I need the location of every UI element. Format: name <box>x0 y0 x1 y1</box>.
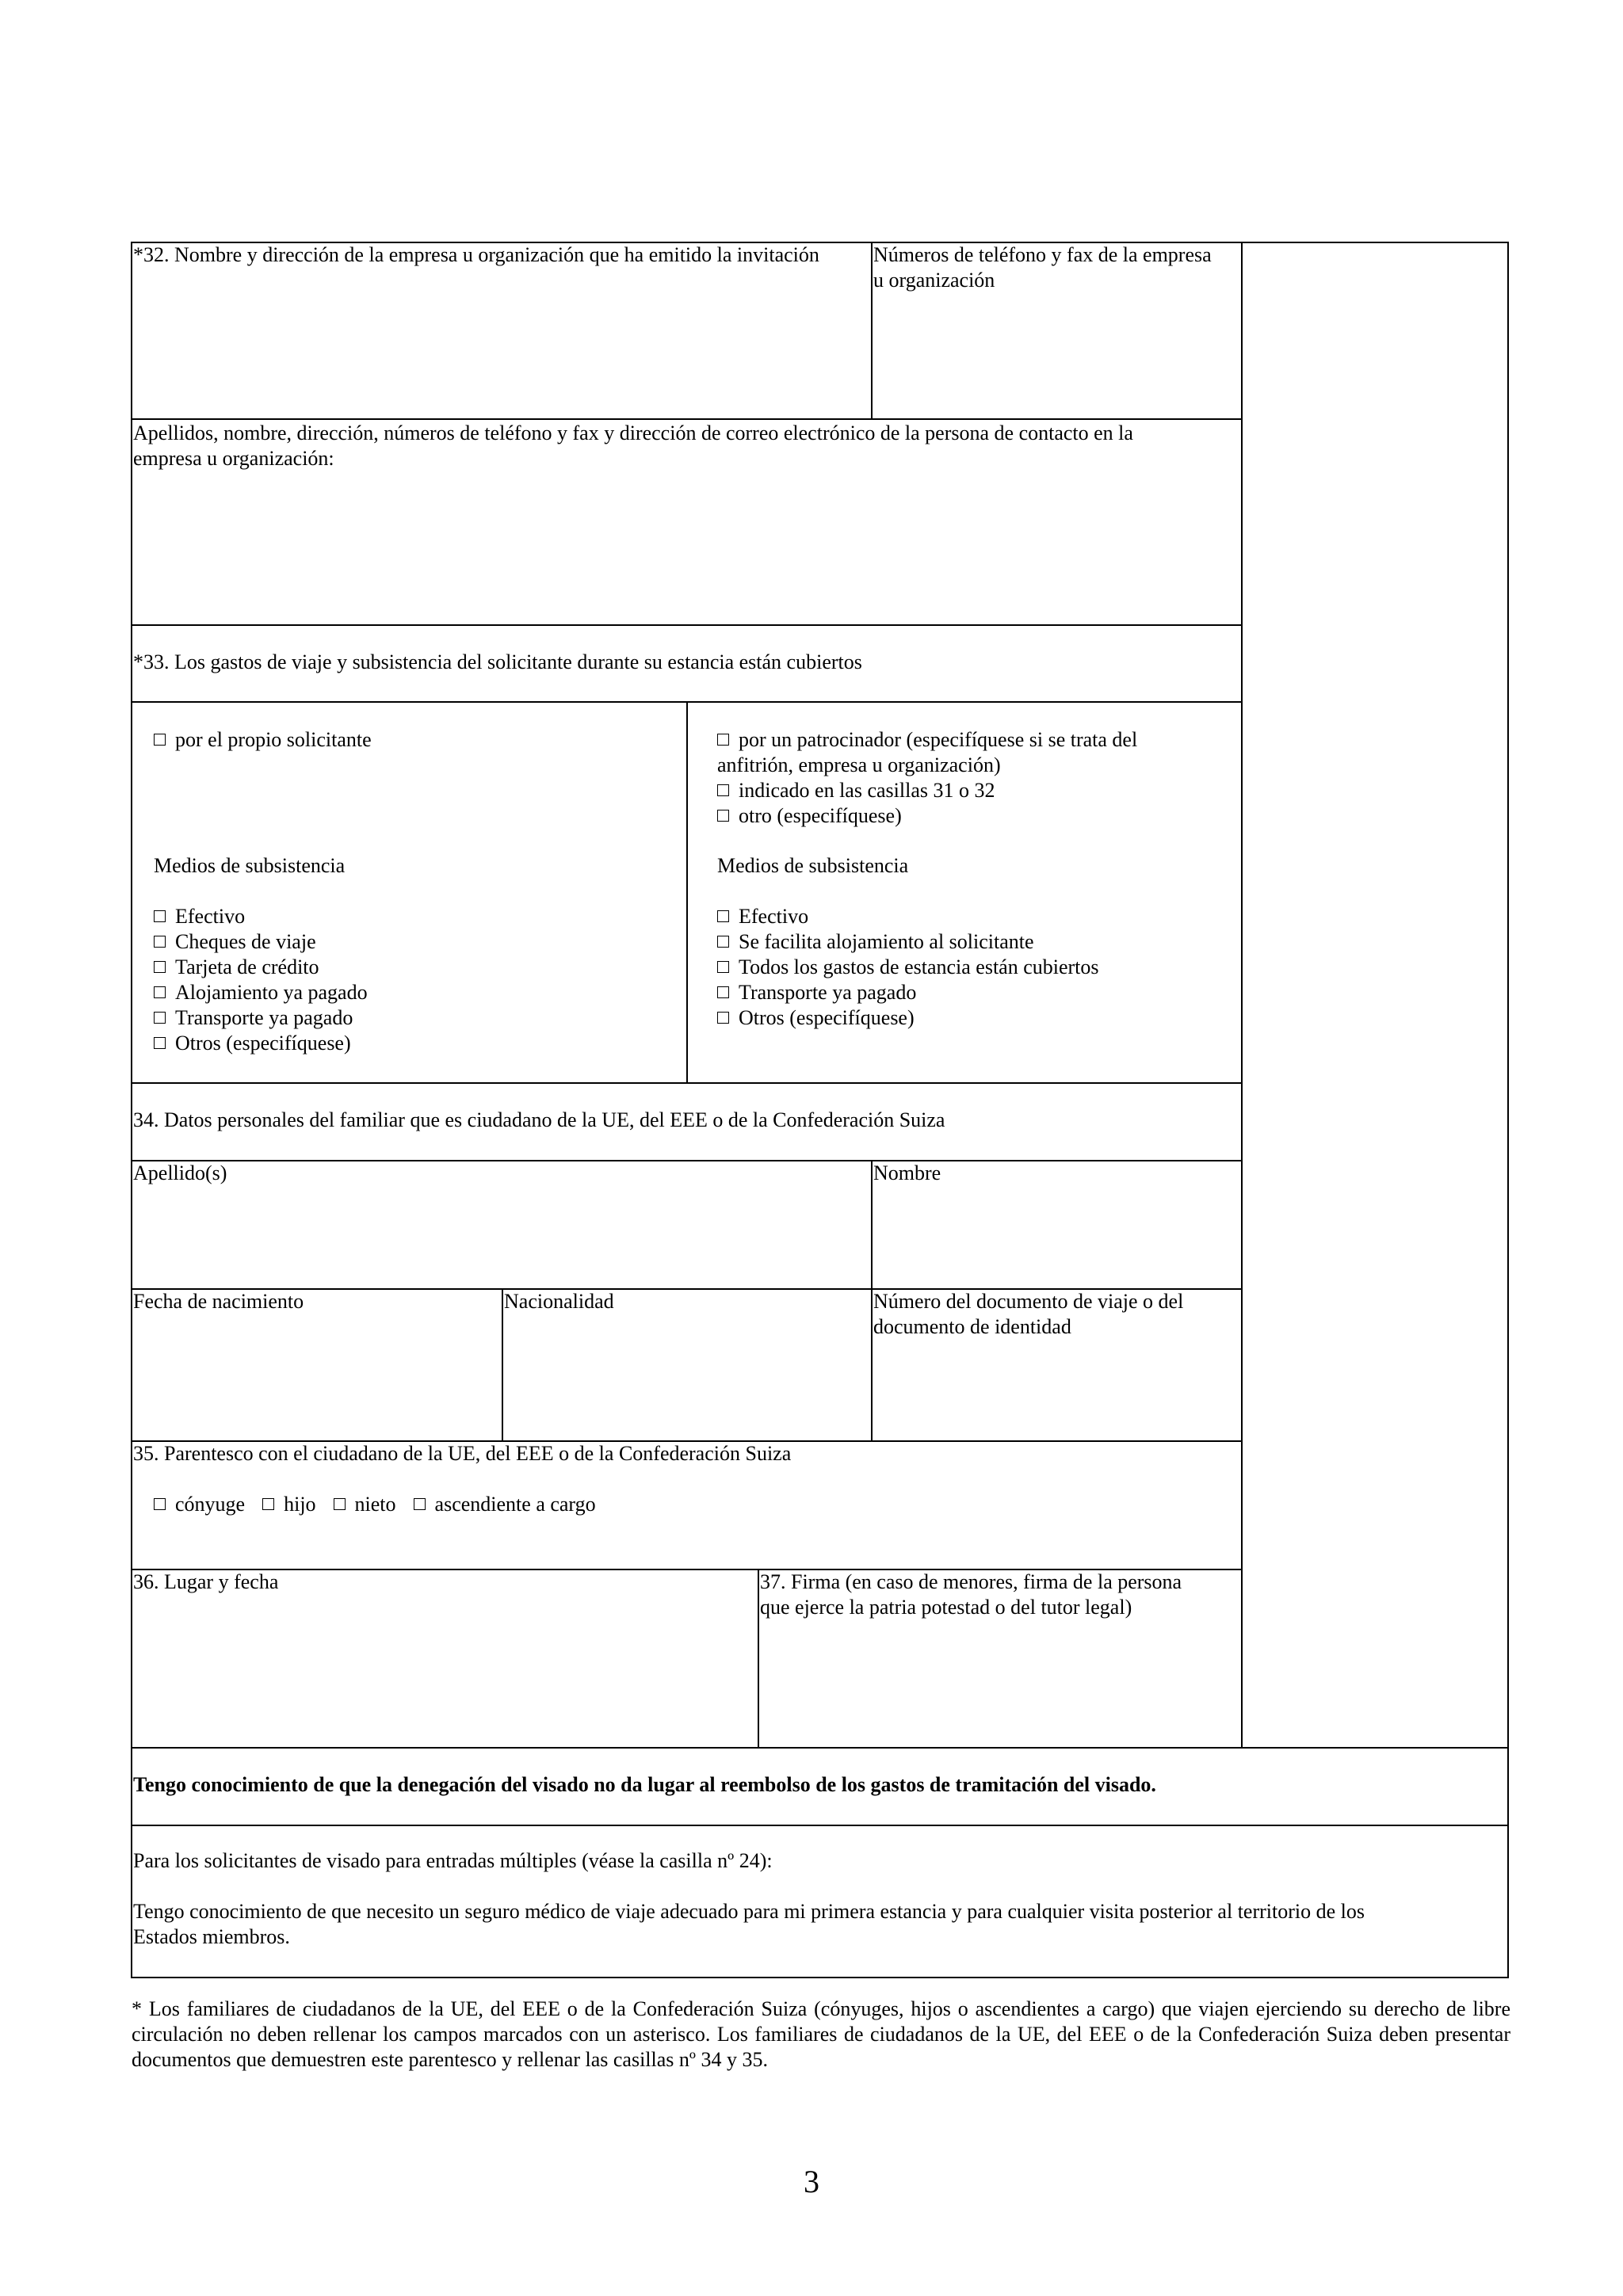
payer-indicated-option[interactable]: indicado en las casillas 31 o 32 <box>717 778 995 803</box>
checkbox[interactable] <box>717 936 729 948</box>
checkbox[interactable] <box>717 961 729 973</box>
checkbox[interactable] <box>334 1498 346 1510</box>
checkbox[interactable] <box>717 810 729 822</box>
box33-label: *33. Los gastos de viaje y subsistencia del solicitante durante su estancia están cubiertos <box>133 650 862 673</box>
checkbox[interactable] <box>414 1498 426 1510</box>
checkbox[interactable] <box>154 734 166 746</box>
page-number: 3 <box>804 2164 819 2199</box>
refund-notice: Tengo conocimiento de que la denegación del visado no da lugar al reembolso de los gastos de tramitación del visado. <box>133 1773 1156 1796</box>
box36-label: 36. Lugar y fecha <box>133 1570 279 1593</box>
payer-other-option[interactable]: otro (especifíquese) <box>717 803 902 829</box>
checkbox[interactable] <box>154 1037 166 1049</box>
footnote: * Los familiares de ciudadanos de la UE, del EEE o de la Confederación Suiza (cónyuges, hijos o ascendientes a cargo) que viajen ejerciendo su derecho de libre circulación no deben rellenar los campos marcados con un asterisco. Los familiares de ciudadanos de la UE, del EEE o de la Confederación Suiza deben presentar documentos que demuestren este parentesco y rellenar las casillas nº 34 y 35. <box>132 1997 1510 2071</box>
name-label: Nombre <box>873 1161 941 1184</box>
means-title-left: Medios de subsistencia <box>154 854 346 877</box>
means-right-other[interactable]: Otros (especifíquese) <box>717 1005 915 1031</box>
multi-entry-intro: Para los solicitantes de visado para entradas múltiples (véase la casilla nº 24): <box>133 1849 773 1872</box>
surname-label: Apellido(s) <box>133 1161 227 1184</box>
relationship-child[interactable]: hijo <box>262 1492 315 1517</box>
means-left-other[interactable]: Otros (especifíquese) <box>154 1031 351 1056</box>
nationality-label: Nacionalidad <box>504 1290 614 1313</box>
doc-number-label-line2: documento de identidad <box>873 1315 1071 1338</box>
checkbox[interactable] <box>717 1012 729 1024</box>
means-left-prepaid-accommodation[interactable]: Alojamiento ya pagado <box>154 980 368 1005</box>
means-title-right: Medios de subsistencia <box>717 854 909 877</box>
checkbox[interactable] <box>154 1012 166 1024</box>
payer-sponsor-option[interactable]: por un patrocinador (especifíquese si se trata del <box>717 727 1137 753</box>
relationship-spouse[interactable]: cónyuge <box>154 1492 245 1517</box>
means-left-credit-card[interactable]: Tarjeta de crédito <box>154 955 319 980</box>
means-left-travellers-cheques[interactable]: Cheques de viaje <box>154 929 316 955</box>
box34-label: 34. Datos personales del familiar que es ciudadano de la UE, del EEE o de la Confederación Suiza <box>133 1108 945 1131</box>
checkbox[interactable] <box>154 986 166 998</box>
payer-self-option[interactable]: por el propio solicitante <box>154 727 372 753</box>
means-right-cash[interactable]: Efectivo <box>717 904 808 929</box>
checkbox[interactable] <box>154 961 166 973</box>
means-left-cash[interactable]: Efectivo <box>154 904 245 929</box>
box32-phone-label-line1: Números de teléfono y fax de la empresa <box>873 243 1212 266</box>
relationship-options <box>154 1492 613 1517</box>
checkbox[interactable] <box>717 734 729 746</box>
multi-entry-text-line1: Tengo conocimiento de que necesito un seguro médico de viaje adecuado para mi primera estancia y para cualquier visita posterior al territorio de los <box>133 1900 1365 1923</box>
box35-label: 35. Parentesco con el ciudadano de la UE, del EEE o de la Confederación Suiza <box>133 1442 792 1465</box>
means-right-all-costs[interactable]: Todos los gastos de estancia están cubiertos <box>717 955 1099 980</box>
box37-label-line2: que ejerce la patria potestad o del tutor legal) <box>760 1596 1132 1619</box>
checkbox[interactable] <box>154 936 166 948</box>
relationship-dependent-ascendant[interactable]: ascendiente a cargo <box>414 1492 596 1517</box>
box37-label-line1: 37. Firma (en caso de menores, firma de la persona <box>760 1570 1182 1593</box>
means-right-prepaid-transport[interactable]: Transporte ya pagado <box>717 980 916 1005</box>
relationship-grandchild[interactable]: nieto <box>334 1492 396 1517</box>
checkbox[interactable] <box>154 910 166 922</box>
doc-number-label-line1: Número del documento de viaje o del <box>873 1290 1184 1313</box>
means-right-accommodation[interactable]: Se facilita alojamiento al solicitante <box>717 929 1034 955</box>
checkbox[interactable] <box>717 784 729 796</box>
multi-entry-text-line2: Estados miembros. <box>133 1925 290 1948</box>
birth-date-label: Fecha de nacimiento <box>133 1290 304 1313</box>
box32-contact-label-line2: empresa u organización: <box>133 447 334 470</box>
checkbox[interactable] <box>262 1498 274 1510</box>
box32-label: *32. Nombre y dirección de la empresa u organización que ha emitido la invitación <box>133 243 819 266</box>
box32-phone-label-line2: u organización <box>873 269 995 292</box>
box32-contact-label-line1: Apellidos, nombre, dirección, números de teléfono y fax y dirección de correo electrónico de la persona de contacto en la <box>133 421 1133 444</box>
means-left-prepaid-transport[interactable]: Transporte ya pagado <box>154 1005 353 1031</box>
checkbox[interactable] <box>717 986 729 998</box>
checkbox[interactable] <box>154 1498 166 1510</box>
checkbox[interactable] <box>717 910 729 922</box>
payer-sponsor-option-line2: anfitrión, empresa u organización) <box>717 753 1001 776</box>
